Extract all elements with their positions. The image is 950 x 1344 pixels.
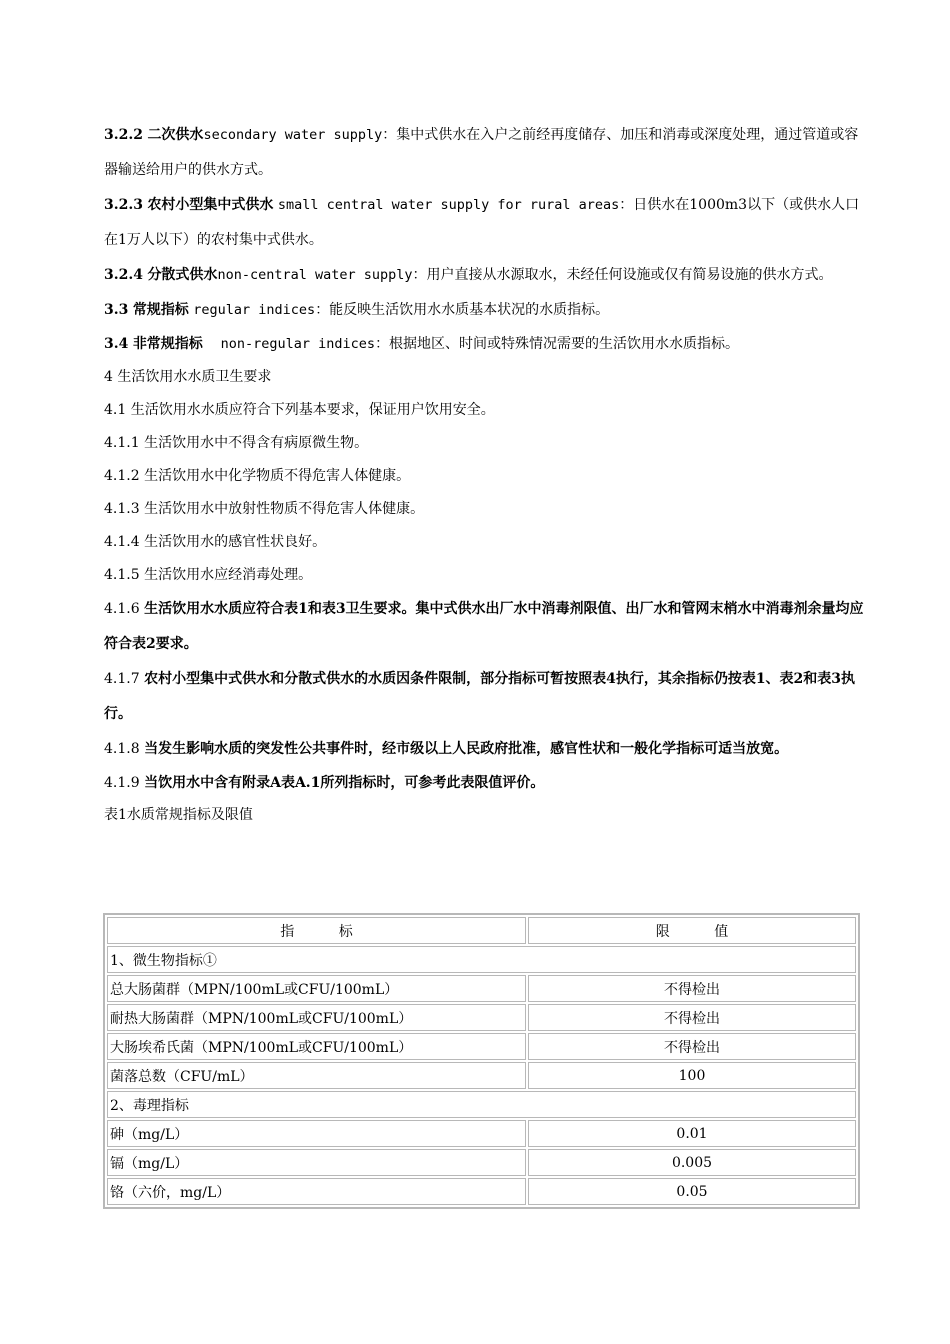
limit-value: 0.05 <box>528 1178 856 1205</box>
clause-number: 3.2.3 <box>104 197 143 213</box>
indicator-name: 大肠埃希氏菌（MPN/100mL或CFU/100mL） <box>107 1033 526 1060</box>
definition-3-3 <box>104 293 864 328</box>
clause-text: 农村小型集中式供水和分散式供水的水质因条件限制，部分指标可暂按照表4执行，其余指标仍按表1、表2和表3执行。 <box>104 671 856 722</box>
clause-4-1-6 <box>104 592 864 662</box>
clause-4-1-1: 4.1.1 生活饮用水中不得含有病原微生物。 <box>104 435 369 451</box>
clause-text: 当饮用水中含有附录A表A.1所列指标时，可参考此表限值评价。 <box>144 775 545 791</box>
table-row <box>107 1004 856 1031</box>
clause-4-1-3: 4.1.3 生活饮用水中放射性物质不得危害人体健康。 <box>104 501 425 517</box>
limit-value: 不得检出 <box>528 975 856 1002</box>
clause-text: 生活饮用水水质应符合表1和表3卫生要求。集中式供水出厂水中消毒剂限值、出厂水和管网末梢水中消毒剂余量均应符合表2要求。 <box>104 601 864 652</box>
document-body <box>104 118 864 830</box>
term-zh: 分散式供水 <box>147 267 218 283</box>
header-limit: 限 值 <box>528 917 856 944</box>
clause-number: 4.1.7 <box>104 671 140 687</box>
definition-text: ：能反映生活饮用水水质基本状况的水质指标。 <box>315 302 610 318</box>
definition-text: ：根据地区、时间或特殊情况需要的生活饮用水水质指标。 <box>375 336 740 352</box>
table-row <box>107 1062 856 1089</box>
table-group-row <box>107 1091 856 1118</box>
clause-number: 3.3 <box>104 302 129 318</box>
clause-number: 4.1.6 <box>104 601 140 617</box>
header-indicator: 指 标 <box>107 917 526 944</box>
clause-number: 3.2.2 <box>104 127 143 143</box>
limit-value: 不得检出 <box>528 1004 856 1031</box>
clause-4-1-2: 4.1.2 生活饮用水中化学物质不得危害人体健康。 <box>104 468 411 484</box>
clause-number: 4.1.9 <box>104 775 140 791</box>
definition-text: ：用户直接从水源取水，未经任何设施或仅有简易设施的供水方式。 <box>412 267 833 283</box>
indicator-name: 铬（六价，mg/L） <box>107 1178 526 1205</box>
limit-value: 100 <box>528 1062 856 1089</box>
clause-number: 3.4 <box>104 336 129 352</box>
clause-4-1-9 <box>104 767 864 800</box>
section-4-heading: 4 生活饮用水水质卫生要求 <box>104 369 272 385</box>
definition-3-4 <box>104 328 864 361</box>
definition-3-2-2 <box>104 118 864 188</box>
term-en: non-central water supply <box>217 267 413 283</box>
clause-number: 4.1.8 <box>104 741 140 757</box>
table-row <box>107 1033 856 1060</box>
term-en: regular indices <box>193 302 316 318</box>
table-group-row <box>107 946 856 973</box>
table-caption: 表1水质常规指标及限值 <box>104 807 253 823</box>
indicator-name: 砷（mg/L） <box>107 1120 526 1147</box>
definition-3-2-4 <box>104 258 864 293</box>
water-quality-table <box>103 913 860 1209</box>
table-row <box>107 975 856 1002</box>
limit-value: 0.005 <box>528 1149 856 1176</box>
definition-3-2-3 <box>104 188 864 258</box>
term-en: non-regular indices <box>220 336 376 352</box>
term-zh: 常规指标 <box>132 302 189 318</box>
clause-4-1-5: 4.1.5 生活饮用水应经消毒处理。 <box>104 567 313 583</box>
limit-value: 0.01 <box>528 1120 856 1147</box>
term-zh: 农村小型集中式供水 <box>147 197 274 213</box>
clause-text: 当发生影响水质的突发性公共事件时，经市级以上人民政府批准，感官性状和一般化学指标可适当放宽。 <box>144 741 789 757</box>
clause-number: 3.2.4 <box>104 267 143 283</box>
table-row <box>107 1120 856 1147</box>
group-toxicological: 2、毒理指标 <box>107 1091 856 1118</box>
table-row <box>107 1149 856 1176</box>
term-zh: 非常规指标 <box>132 336 203 352</box>
term-en: small central water supply for rural areas <box>277 197 620 213</box>
term-en: secondary water supply <box>203 127 383 143</box>
indicator-name: 耐热大肠菌群（MPN/100mL或CFU/100mL） <box>107 1004 526 1031</box>
term-zh: 二次供水 <box>147 127 204 143</box>
table-row <box>107 1178 856 1205</box>
clause-4-1-8 <box>104 732 864 767</box>
limit-value: 不得检出 <box>528 1033 856 1060</box>
indicator-name: 菌落总数（CFU/mL） <box>107 1062 526 1089</box>
clause-4-1: 4.1 生活饮用水水质应符合下列基本要求，保证用户饮用安全。 <box>104 402 495 418</box>
definition-text: ：日供水在1000m3以下（或供水人口在1万人以下）的农村集中式供水。 <box>104 197 860 248</box>
clause-4-1-4: 4.1.4 生活饮用水的感官性状良好。 <box>104 534 327 550</box>
definition-text: ：集中式供水在入户之前经再度储存、加压和消毒或深度处理，通过管道或容器输送给用户的供水方式。 <box>104 127 859 178</box>
group-microbial: 1、微生物指标① <box>107 946 856 973</box>
clause-4-1-7 <box>104 662 864 732</box>
indicator-name: 镉（mg/L） <box>107 1149 526 1176</box>
table-header-row <box>107 917 856 944</box>
indicator-name: 总大肠菌群（MPN/100mL或CFU/100mL） <box>107 975 526 1002</box>
